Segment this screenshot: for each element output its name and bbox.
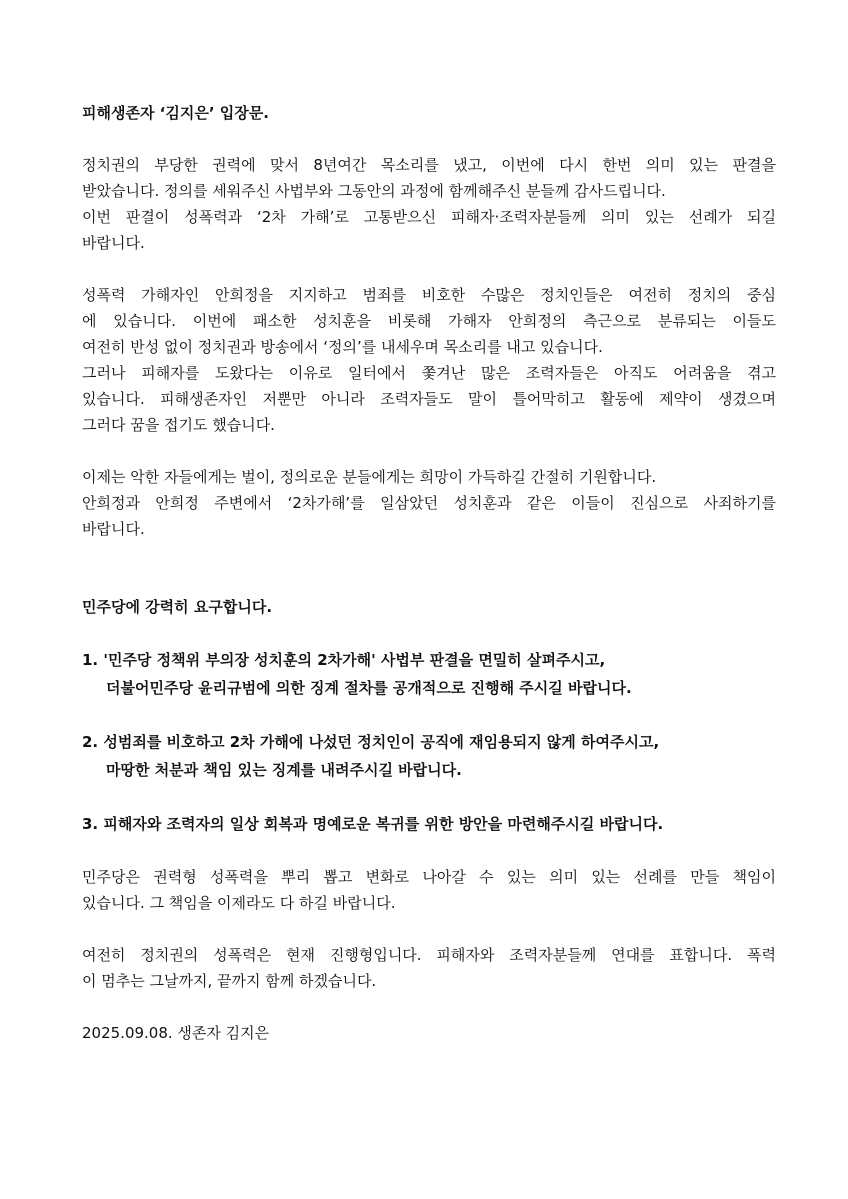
- text-line: 이 멈추는 그날까지, 끝까지 함께 하겠습니다.: [82, 972, 377, 990]
- text-line: 여전히 반성 없이 정치권과 방송에서 ‘정의’를 내세우며 목소리를 내고 있습니다.: [82, 338, 603, 356]
- text-line: 있습니다. 그 책임을 이제라도 다 하길 바랍니다.: [82, 894, 396, 912]
- text-line: 에 있습니다. 이번에 패소한 성치훈을 비롯해 가해자 안희정의 측근으로 분류되는 이들도: [82, 312, 776, 330]
- demand-item-2: [82, 728, 776, 784]
- demand-line: 2. 성범죄를 비호하고 2차 가해에 나섰던 정치인이 공직에 재임용되지 않게 하여주시고,: [82, 733, 660, 751]
- text-line: 여전히 정치권의 성폭력은 현재 진행형입니다. 피해자와 조력자분들께 연대를 표합니다. 폭력: [82, 946, 776, 964]
- demand-item-1: [82, 646, 776, 702]
- text-line: 받았습니다. 정의를 세워주신 사법부와 그동안의 과정에 함께해주신 분들께 감사드립니다.: [82, 182, 666, 200]
- text-line: 정치권의 부당한 권력에 맞서 8년여간 목소리를 냈고, 이번에 다시 한번 의미 있는 판결을: [82, 156, 776, 174]
- demand-line: 1. '민주당 정책위 부의장 성치훈의 2차가해' 사법부 판결을 면밀히 살펴주시고,: [82, 651, 606, 669]
- paragraph-politicians: [82, 282, 776, 438]
- statement-title: 피해생존자 ‘김지은’ 입장문.: [82, 104, 269, 122]
- text-line: 있습니다. 피해생존자인 저뿐만 아니라 조력자들도 말이 틀어막히고 활동에 제약이 생겼으며: [82, 390, 776, 408]
- demand-item-3: [82, 810, 776, 838]
- text-line: 성폭력 가해자인 안희정을 지지하고 범죄를 비호한 수많은 정치인들은 여전히 정치의 중심: [82, 286, 776, 304]
- demands-heading: 민주당에 강력히 요구합니다.: [82, 598, 273, 616]
- signature: 2025.09.08. 생존자 김지은: [82, 1024, 270, 1042]
- text-line: 이번 판결이 성폭력과 ‘2차 가해’로 고통받으신 피해자·조력자분들께 의미 있는 선례가 되길: [82, 208, 776, 226]
- text-line: 안희정과 안희정 주변에서 ‘2차가해’를 일삼았던 성치훈과 같은 이들이 진심으로 사죄하기를: [82, 494, 776, 512]
- text-line: 바랍니다.: [82, 520, 145, 538]
- demand-line: 더불어민주당 윤리규범에 의한 징계 절차를 공개적으로 진행해 주시길 바랍니다.: [106, 679, 632, 697]
- demand-line: 마땅한 처분과 책임 있는 징계를 내려주시길 바랍니다.: [106, 761, 462, 779]
- paragraph-hope: [82, 464, 776, 542]
- paragraph-solidarity: [82, 942, 776, 994]
- paragraph-responsibility: [82, 864, 776, 916]
- text-line: 그러다 꿈을 접기도 했습니다.: [82, 416, 275, 434]
- text-line: 민주당은 권력형 성폭력을 뿌리 뽑고 변화로 나아갈 수 있는 의미 있는 선례를 만들 책임이: [82, 868, 776, 886]
- paragraph-verdict: [82, 152, 776, 256]
- demand-line: 3. 피해자와 조력자의 일상 회복과 명예로운 복귀를 위한 방안을 마련해주시길 바랍니다.: [82, 815, 664, 833]
- text-line: 그러나 피해자를 도왔다는 이유로 일터에서 쫓겨난 많은 조력자들은 아직도 어려움을 겪고: [82, 364, 776, 382]
- text-line: 이제는 악한 자들에게는 벌이, 정의로운 분들에게는 희망이 가득하길 간절히 기원합니다.: [82, 468, 657, 486]
- text-line: 바랍니다.: [82, 234, 145, 252]
